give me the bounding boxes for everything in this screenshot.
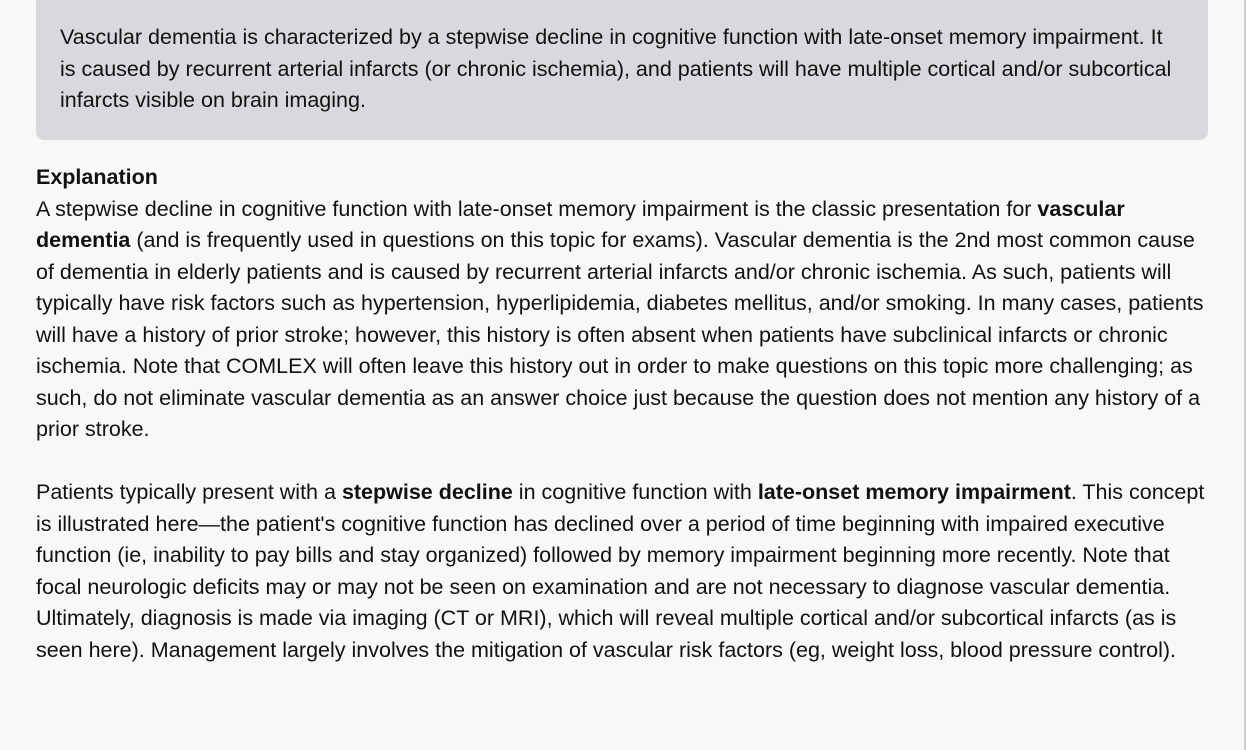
paragraph-2-start: Patients typically present with a xyxy=(36,480,342,504)
vascular-dementia-emphasis: vascular dementia xyxy=(36,196,1125,252)
paragraph-1-rest: (and is frequently used in questions on this topic for exams). Vascular dementia is the 2nd most common cause of dementia in elderly patients and is caused by recurrent arterial infarcts and/or chronic ischemia. As such, patients will typically have risk factors such as hypertension, hyperlipidemia, diabetes mellitus, and/or smoking. In many cases, patients will have a history of prior stroke; however, this history is often absent when patients have subclinical infarcts or chronic ischemia. Note that COMLEX will often leave this history out in order to make questions on this topic more challenging; as such, do not eliminate vascular dementia as an answer choice just because the question does not mention any history of a prior stroke. xyxy=(36,228,1204,441)
summary-box xyxy=(36,0,1208,140)
explanation-section xyxy=(36,162,1216,666)
paragraph-2-rest: . This concept is illustrated here—the patient's cognitive function has declined over a period of time beginning with impaired executive function (ie, inability to pay bills and stay organized) followed by memory impairment beginning more recently. Note that focal neurologic deficits may or may not be seen on examination and are not necessary to diagnose vascular dementia. Ultimately, diagnosis is made via imaging (CT or MRI), which will reveal multiple cortical and/or subcortical infarcts (as is seen here). Management largely involves the mitigation of vascular risk factors (eg, weight loss, blood pressure control). xyxy=(36,480,1205,662)
explanation-heading: Explanation xyxy=(36,165,158,189)
late-onset-memory-impairment-emphasis: late-onset memory impairment xyxy=(757,480,1071,504)
paragraph-1-start: A stepwise decline in cognitive function with late-onset memory impairment is the classic presentation for xyxy=(36,196,1038,221)
stepwise-decline-emphasis: stepwise decline xyxy=(341,480,513,504)
summary-text: Vascular dementia is characterized by a stepwise decline in cognitive function with late-onset memory impairment. It is caused by recurrent arterial infarcts (or chronic ischemia), and patients will have multiple cortical and/or subcortical infarcts visible on brain imaging. xyxy=(60,25,1172,112)
explanation-paragraph-2 xyxy=(36,477,1216,666)
paragraph-2-middle: in cognitive function with xyxy=(512,480,758,504)
explanation-paragraph-1 xyxy=(36,194,1216,446)
